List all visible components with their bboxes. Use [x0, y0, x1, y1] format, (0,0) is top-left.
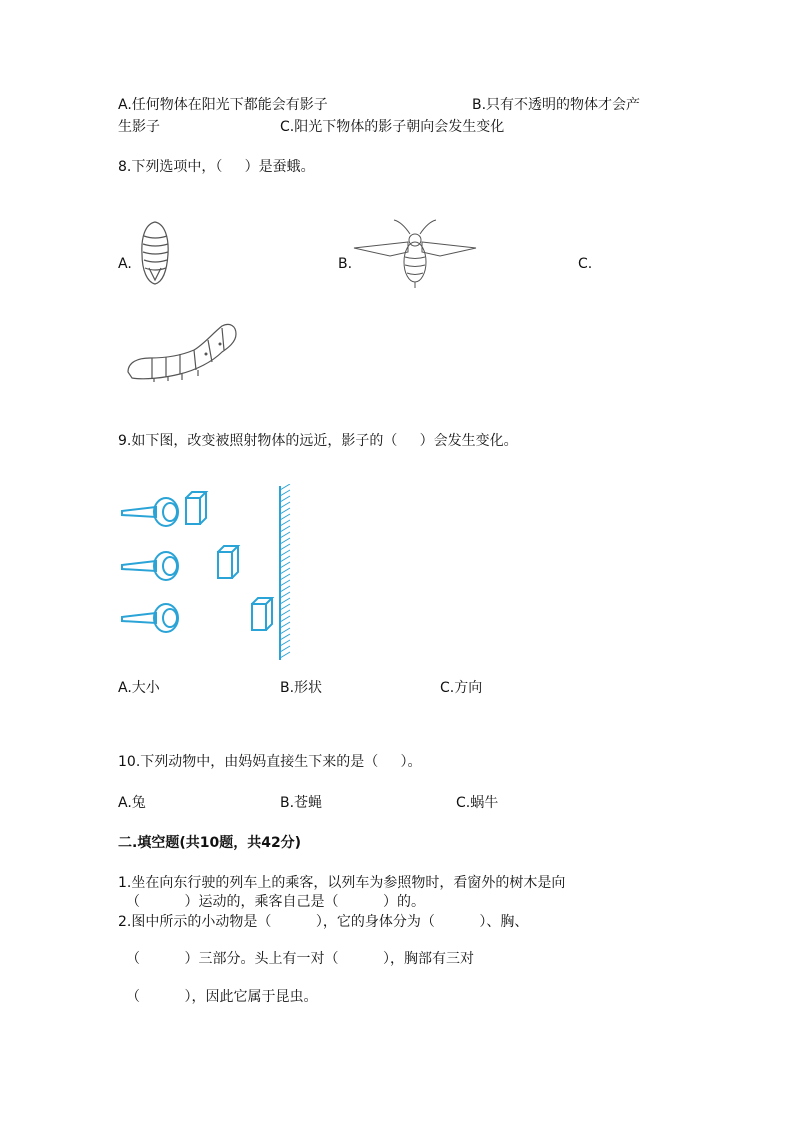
- q9-option-b: B.形状: [280, 680, 323, 696]
- q9-option-a: A.大小: [118, 680, 160, 696]
- fill1-line2: （ ）运动的，乘客自己是（ ）的。: [126, 894, 426, 910]
- q10-option-c: C.蜗牛: [456, 795, 499, 811]
- fill2-line2: （ ）三部分。头上有一对（ ），胸部有三对: [126, 951, 475, 967]
- fill2-line1: 2.图中所示的小动物是（ ），它的身体分为（ ）、胸、: [118, 914, 529, 930]
- q10-stem: 10.下列动物中，由妈妈直接生下来的是（ ）。: [118, 754, 422, 770]
- q10-option-a: A.兔: [118, 795, 146, 811]
- q8-option-a-label: A.: [118, 256, 132, 272]
- flashlight-shadow-diagram: [118, 484, 298, 664]
- fill2-line3: （ ），因此它属于昆虫。: [126, 989, 318, 1005]
- q7-option-a: A.任何物体在阳光下都能会有影子: [118, 97, 328, 113]
- q7-option-c: C.阳光下物体的影子朝向会发生变化: [280, 119, 505, 135]
- section-heading: 二.填空题(共10题，共42分): [118, 835, 302, 851]
- q10-option-b: B.苍蝇: [280, 795, 323, 811]
- q8-stem: 8.下列选项中，（ ）是蚕蛾。: [118, 159, 315, 175]
- silkworm-larva-image: [124, 318, 242, 384]
- q7-option-b-continued: 生影子: [118, 119, 160, 135]
- fill1-line1: 1.坐在向东行驶的列车上的乘客，以列车为参照物时，看窗外的树木是向: [118, 875, 566, 891]
- q8-option-c-label: C.: [578, 256, 593, 272]
- q9-option-c: C.方向: [440, 680, 483, 696]
- silkworm-pupa-image: [135, 218, 175, 288]
- q8-option-b-label: B.: [338, 256, 353, 272]
- q9-stem: 9.如下图，改变被照射物体的远近，影子的（ ）会发生变化。: [118, 433, 518, 449]
- q7-option-b: B.只有不透明的物体才会产: [472, 97, 641, 113]
- silkworm-moth-image: [350, 212, 480, 292]
